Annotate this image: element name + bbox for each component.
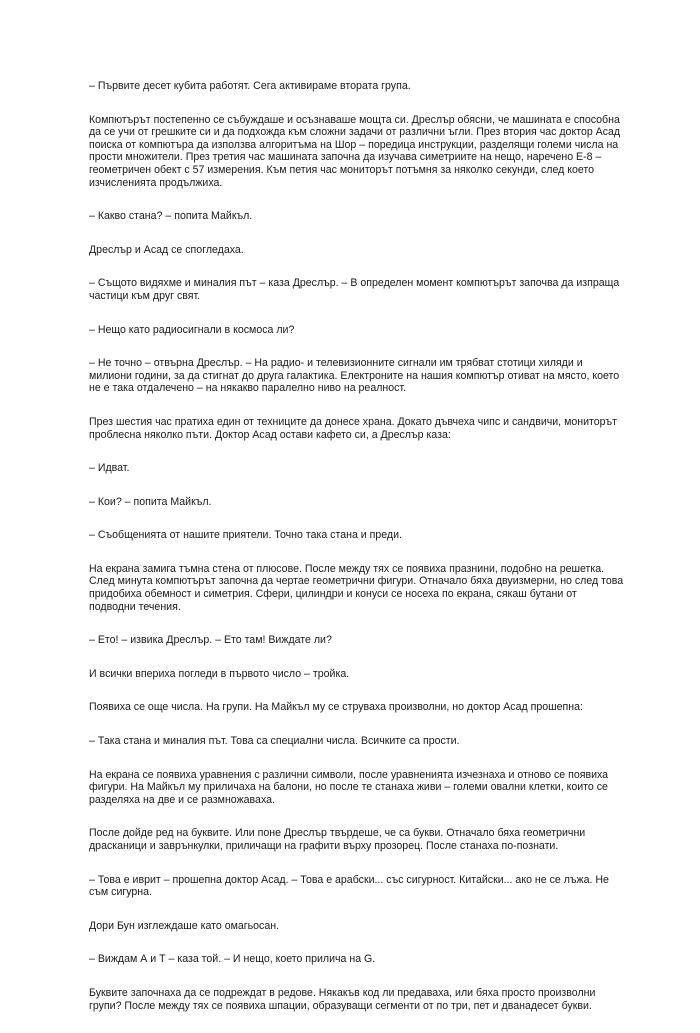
paragraph: На екрана се появиха уравнения с различни символи, после уравненията изчезнаха и отново се появиха фигури. На Майкъл му приличаха на балони, но после те станаха живи – големи овални клетки, които се разделяха на две и се размножаваха. [89,768,609,806]
paragraph: Дреслър и Асад се спогледаха. [89,243,244,256]
paragraph: През шестия час пратиха един от техниците да донесе храна. Докато дъвчеха чипс и сандвичи, мониторът проблесна няколко пъти. Доктор Асад остави кафето си, а Дреслър каза: [89,415,617,441]
paragraph: – Виждам А и Т – каза той. – И нещо, което прилича на G. [89,953,376,966]
paragraph: Буквите започнаха да се подреждат в редове. Някакъв код ли предаваха, или бяха просто произволни групи? После между тях се появиха шпации, образуващи сегменти от по три, пет и дванадесет букви. [89,986,596,1012]
paragraph: – Кои? – попита Майкъл. [89,495,212,508]
paragraph: – Ето! – извика Дреслър. – Ето там! Виждате ли? [89,634,332,647]
paragraph: После дойде ред на буквите. Или поне Дреслър твърдеше, че са букви. Отначало бяха геометрични драсканици и заврънкулки, приличащи на графити върху прозорец. После станаха по-познати. [89,827,586,852]
paragraph: Дори Бун изглеждаше като омагьосан. [89,919,280,932]
paragraph: – Нещо като радиосигнали в космоса ли? [89,323,295,336]
paragraph: Появиха се още числа. На групи. На Майкъл му се струваха произволни, но доктор Асад прошепна: [89,701,583,714]
paragraph: – Какво стана? – попита Майкъл. [89,210,253,223]
paragraph: – Не точно – отвърна Дреслър. – На радио- и телевизионните сигнали им трябват стотици хиляди и милиони години, за да стигнат до друга галактика. Електроните на нашия компютър отиват на място, което не е така отдалечено – на някакво паралелно ниво на реалност. [89,357,620,395]
paragraph: – Съобщенията от нашите приятели. Точно така стана и преди. [89,529,402,542]
paragraph: – Това е иврит – прошепна доктор Асад. – Това е арабски... със сигурност. Китайски... ако не се лъжа. Не съм сигурна. [89,873,609,899]
paragraph: – Идват. [89,462,130,475]
paragraph: – Първите десет кубита работят. Сега активираме втората група. [89,80,411,92]
paragraph: Компютърът постепенно се събуждаше и осъзнаваше мощта си. Дреслър обясни, че машината е способна да се учи от грешките си и да подхожда към сложни задачи от различни ъгли. През втория час доктор Асад поиска от компютъра да използва алгоритъма на Шор – поредица инструкции, разделящи големи числа на прости множители. През третия час машината започна да изучава симетриите на нещо, наречено Е-8 – геометричен обект с 57 измерения. Към петия час мониторът потъмня за няколко секунди, след което изчисленията продължиха. [89,113,621,189]
paragraph: – Същото видяхме и миналия път – каза Дреслър. – В определен момент компютърът започва да изпраща частици към друг свят. [89,277,620,302]
paragraph: И всички вперихa погледи в първото число – тройка. [89,667,350,680]
document-body [89,80,624,1033]
paragraph: – Така стана и миналия път. Това са специални числа. Всичките са прости. [89,735,460,748]
paragraph: На екрана замига тъмна стена от плюсове. После между тях се появиха празнини, подобно на решетка. След минута компютърът започна да чертае геометрични фигури. Отначало бяха двуизмерни, но след това придобиха обемност и симетрия. Сфери, цилиндри и конуси се носеха по екрана, сякаш бутани от подводни течения. [89,562,624,613]
